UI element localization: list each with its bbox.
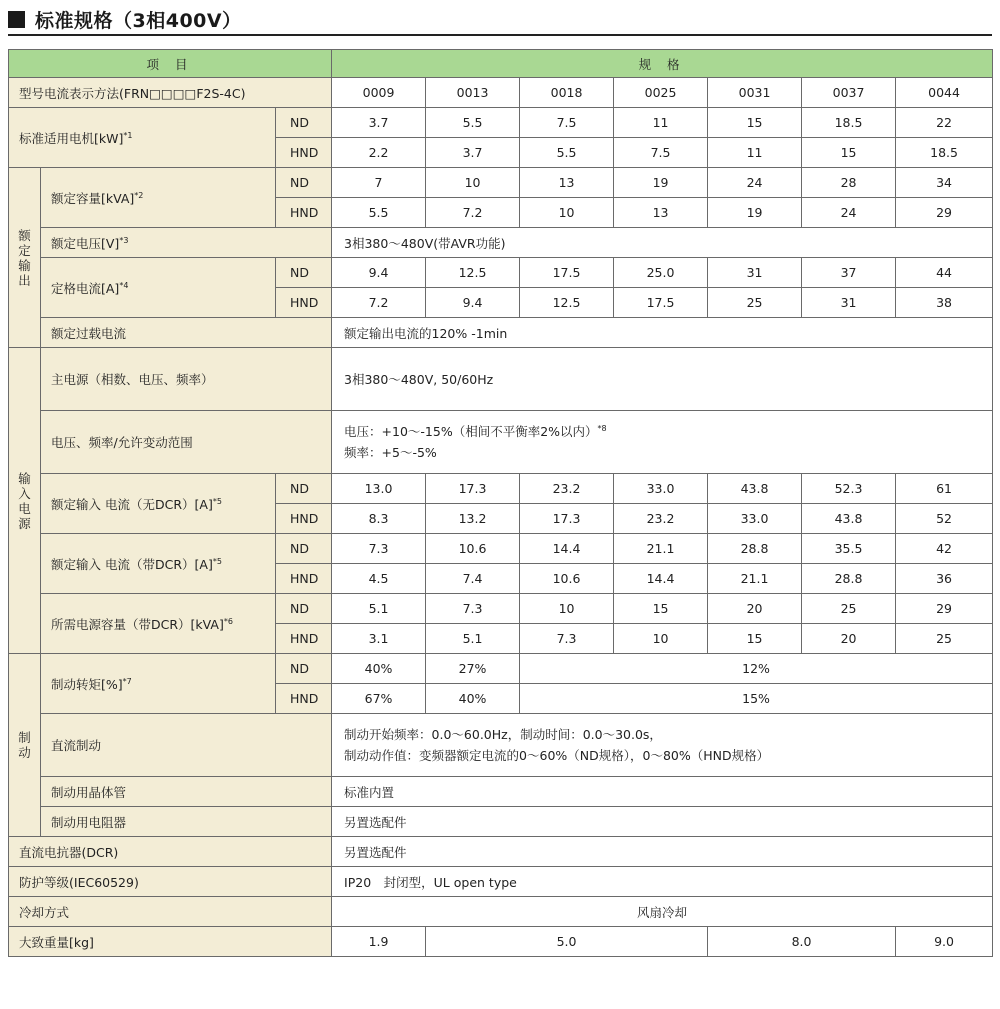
current-nd-value: 37 <box>802 258 896 288</box>
model-value: 0013 <box>426 78 520 108</box>
dcr-value: 另置选配件 <box>332 837 993 867</box>
group-brake: 制动 <box>9 654 41 837</box>
torque-hnd-value: 67% <box>332 684 426 714</box>
torque-hnd-value: 40% <box>426 684 520 714</box>
capacity-nd-value: 13 <box>520 168 614 198</box>
capacity-hnd-value: 7.2 <box>426 198 520 228</box>
mode-nd: ND <box>276 654 332 684</box>
cur-nodcr-nd-value: 23.2 <box>520 474 614 504</box>
range-row <box>9 411 993 474</box>
cur-nodcr-nd-value: 61 <box>896 474 993 504</box>
current-nd-value: 44 <box>896 258 993 288</box>
model-value: 0044 <box>896 78 993 108</box>
dcr-label: 直流电抗器(DCR) <box>9 837 332 867</box>
cap-dcr-nd-value: 20 <box>708 594 802 624</box>
torque-nd-row <box>9 654 993 684</box>
cap-dcr-label: 所需电源容量（带DCR）[kVA]$^{*6}$ <box>41 594 276 654</box>
cooling-label: 冷却方式 <box>9 897 332 927</box>
capacity-hnd-value: 19 <box>708 198 802 228</box>
cur-dcr-nd-value: 7.3 <box>332 534 426 564</box>
cur-nodcr-nd-value: 33.0 <box>614 474 708 504</box>
current-hnd-value: 31 <box>802 288 896 318</box>
current-hnd-value: 7.2 <box>332 288 426 318</box>
cur-dcr-label: 额定输入 电流（带$DCR)[A]^{*5}$ <box>41 534 276 594</box>
cap-dcr-hnd-value: 15 <box>708 624 802 654</box>
cur-nodcr-nd-value: 52.3 <box>802 474 896 504</box>
transistor-label: 制动用晶体管 <box>41 777 332 807</box>
mode-nd: ND <box>276 474 332 504</box>
cur-dcr-hnd-value: 21.1 <box>708 564 802 594</box>
capacity-nd-value: 7 <box>332 168 426 198</box>
capacity-nd-value: 10 <box>426 168 520 198</box>
current-nd-value: 17.5 <box>520 258 614 288</box>
model-value: 0037 <box>802 78 896 108</box>
weight-value: 5.0 <box>426 927 708 957</box>
motor-nd-value: 11 <box>614 108 708 138</box>
mode-nd: ND <box>276 594 332 624</box>
section-title <box>8 6 242 32</box>
capacity-hnd-value: 29 <box>896 198 993 228</box>
cap-dcr-nd-row <box>9 594 993 624</box>
current-nd-value: 12.5 <box>426 258 520 288</box>
cur-dcr-hnd-value: 14.4 <box>614 564 708 594</box>
current-hnd-value: 17.5 <box>614 288 708 318</box>
cur-dcr-nd-value: 35.5 <box>802 534 896 564</box>
dc-brake-label: 直流制动 <box>41 714 332 777</box>
model-value: 0018 <box>520 78 614 108</box>
capacity-nd-value: 24 <box>708 168 802 198</box>
capacity-hnd-value: 13 <box>614 198 708 228</box>
motor-hnd-value: 15 <box>802 138 896 168</box>
cur-dcr-nd-row <box>9 534 993 564</box>
mode-nd: ND <box>276 168 332 198</box>
mode-hnd: HND <box>276 288 332 318</box>
cur-dcr-hnd-value: 36 <box>896 564 993 594</box>
motor-nd-value: 3.7 <box>332 108 426 138</box>
dc-brake-row <box>9 714 993 777</box>
current-hnd-value: 12.5 <box>520 288 614 318</box>
section-title-text: 标准规格（3相400V） <box>35 9 242 32</box>
mode-nd: ND <box>276 534 332 564</box>
capacity-nd-value: 19 <box>614 168 708 198</box>
cur-nodcr-nd-value: 43.8 <box>708 474 802 504</box>
motor-nd-value: 5.5 <box>426 108 520 138</box>
cur-nodcr-hnd-value: 23.2 <box>614 504 708 534</box>
cur-nodcr-label: 额定输入 电流（无$DCR)[A]^{*5}$ <box>41 474 276 534</box>
cap-dcr-nd-value: 5.1 <box>332 594 426 624</box>
model-label: 型号电流表示方法(FRN□□□□F2S-4C) <box>9 78 332 108</box>
motor-nd-value: 7.5 <box>520 108 614 138</box>
cur-dcr-hnd-value: 7.4 <box>426 564 520 594</box>
cur-dcr-hnd-value: 10.6 <box>520 564 614 594</box>
weight-value: 8.0 <box>708 927 896 957</box>
motor-hnd-value: 5.5 <box>520 138 614 168</box>
motor-nd-row <box>9 108 993 138</box>
cur-dcr-nd-value: 14.4 <box>520 534 614 564</box>
torque-nd-value: 12% <box>520 654 993 684</box>
torque-hnd-value: 15% <box>520 684 993 714</box>
voltage-row <box>9 228 993 258</box>
motor-label: 标准适用电机[kW]$^{*1}$ <box>9 108 276 168</box>
current-hnd-value: 25 <box>708 288 802 318</box>
motor-hnd-value: 3.7 <box>426 138 520 168</box>
cur-nodcr-hnd-value: 13.2 <box>426 504 520 534</box>
capacity-nd-value: 34 <box>896 168 993 198</box>
motor-nd-value: 18.5 <box>802 108 896 138</box>
cooling-value: 风扇冷却 <box>332 897 993 927</box>
model-value: 0031 <box>708 78 802 108</box>
capacity-nd-value: 28 <box>802 168 896 198</box>
protection-label: 防护等级(IEC60529) <box>9 867 332 897</box>
cap-dcr-nd-value: 7.3 <box>426 594 520 624</box>
mode-nd: ND <box>276 258 332 288</box>
cap-dcr-nd-value: 29 <box>896 594 993 624</box>
mode-hnd: HND <box>276 564 332 594</box>
header-item: 项 目 <box>9 50 332 78</box>
current-nd-value: 31 <box>708 258 802 288</box>
cur-dcr-nd-value: 21.1 <box>614 534 708 564</box>
cur-nodcr-hnd-value: 52 <box>896 504 993 534</box>
motor-nd-value: 22 <box>896 108 993 138</box>
resistor-label: 制动用电阻器 <box>41 807 332 837</box>
motor-hnd-value: 7.5 <box>614 138 708 168</box>
capacity-label: 额定容量[kVA]$^{*2}$ <box>41 168 276 228</box>
cur-dcr-nd-value: 28.8 <box>708 534 802 564</box>
cur-nodcr-hnd-value: 8.3 <box>332 504 426 534</box>
range-label: 电压、频率/允许变动范围 <box>41 411 332 474</box>
motor-hnd-value: 18.5 <box>896 138 993 168</box>
torque-nd-value: 27% <box>426 654 520 684</box>
transistor-value: 标准内置 <box>332 777 993 807</box>
dc-brake-value: 制动开始频率：0.0～60.0Hz，制动时间：0.0～30.0s， 制动动作值：变频器额定电流的0～60%（ND规格），0～80%（HND规格） <box>332 714 993 777</box>
cap-dcr-nd-value: 10 <box>520 594 614 624</box>
cur-nodcr-nd-value: 17.3 <box>426 474 520 504</box>
capacity-nd-row <box>9 168 993 198</box>
current-nd-row <box>9 258 993 288</box>
resistor-row <box>9 807 993 837</box>
cap-dcr-hnd-value: 25 <box>896 624 993 654</box>
main-power-label: 主电源（相数、电压、频率） <box>41 348 332 411</box>
spec-table <box>8 49 993 957</box>
mode-hnd: HND <box>276 198 332 228</box>
weight-label: 大致重量[kg] <box>9 927 332 957</box>
cur-nodcr-nd-row <box>9 474 993 504</box>
mode-hnd: HND <box>276 624 332 654</box>
model-row <box>9 78 993 108</box>
range-value: 电压：+10～-15%（相间不平衡率2%以内）$^{*8}$ 频率：+5～-5% <box>332 411 993 474</box>
cur-nodcr-hnd-value: 43.8 <box>802 504 896 534</box>
cap-dcr-hnd-value: 10 <box>614 624 708 654</box>
motor-nd-value: 15 <box>708 108 802 138</box>
capacity-hnd-value: 24 <box>802 198 896 228</box>
overload-value: 额定输出电流的120% -1min <box>332 318 993 348</box>
cur-dcr-nd-value: 42 <box>896 534 993 564</box>
transistor-row <box>9 777 993 807</box>
voltage-value: 3相380～480V(带AVR功能) <box>332 228 993 258</box>
cap-dcr-hnd-value: 3.1 <box>332 624 426 654</box>
weight-row <box>9 927 993 957</box>
model-value: 0025 <box>614 78 708 108</box>
dcr-row <box>9 837 993 867</box>
cur-nodcr-nd-value: 13.0 <box>332 474 426 504</box>
capacity-hnd-value: 5.5 <box>332 198 426 228</box>
current-nd-value: 9.4 <box>332 258 426 288</box>
cur-dcr-hnd-value: 28.8 <box>802 564 896 594</box>
overload-row <box>9 318 993 348</box>
capacity-hnd-value: 10 <box>520 198 614 228</box>
weight-value: 1.9 <box>332 927 426 957</box>
current-hnd-value: 38 <box>896 288 993 318</box>
group-output: 额定输出 <box>9 168 41 348</box>
header-spec: 规 格 <box>332 50 993 78</box>
cooling-row <box>9 897 993 927</box>
resistor-value: 另置选配件 <box>332 807 993 837</box>
current-nd-value: 25.0 <box>614 258 708 288</box>
cur-dcr-hnd-value: 4.5 <box>332 564 426 594</box>
cap-dcr-hnd-value: 20 <box>802 624 896 654</box>
torque-label: 制动转矩[%]$^{*7}$ <box>41 654 276 714</box>
table-header-row <box>9 50 993 78</box>
motor-hnd-value: 11 <box>708 138 802 168</box>
cur-nodcr-hnd-value: 17.3 <box>520 504 614 534</box>
cur-nodcr-hnd-value: 33.0 <box>708 504 802 534</box>
main-power-row <box>9 348 993 411</box>
current-hnd-value: 9.4 <box>426 288 520 318</box>
motor-hnd-value: 2.2 <box>332 138 426 168</box>
mode-hnd: HND <box>276 684 332 714</box>
cap-dcr-nd-value: 15 <box>614 594 708 624</box>
protection-value: IP20 封闭型，UL open type <box>332 867 993 897</box>
main-power-value: 3相380～480V, 50/60Hz <box>332 348 993 411</box>
cap-dcr-hnd-value: 5.1 <box>426 624 520 654</box>
title-underline <box>8 34 992 36</box>
current-label: 定格电流$[A]^{*4}$ <box>41 258 276 318</box>
protection-row <box>9 867 993 897</box>
torque-nd-value: 40% <box>332 654 426 684</box>
model-value: 0009 <box>332 78 426 108</box>
cap-dcr-hnd-value: 7.3 <box>520 624 614 654</box>
weight-value: 9.0 <box>896 927 993 957</box>
mode-hnd: HND <box>276 504 332 534</box>
title-square-icon <box>8 11 25 28</box>
mode-nd: ND <box>276 108 332 138</box>
group-input: 输入电源 <box>9 348 41 654</box>
voltage-label: 额定电压$[V]^{*3}$ <box>41 228 332 258</box>
overload-label: 额定过载电流 <box>41 318 332 348</box>
mode-hnd: HND <box>276 138 332 168</box>
cur-dcr-nd-value: 10.6 <box>426 534 520 564</box>
cap-dcr-nd-value: 25 <box>802 594 896 624</box>
